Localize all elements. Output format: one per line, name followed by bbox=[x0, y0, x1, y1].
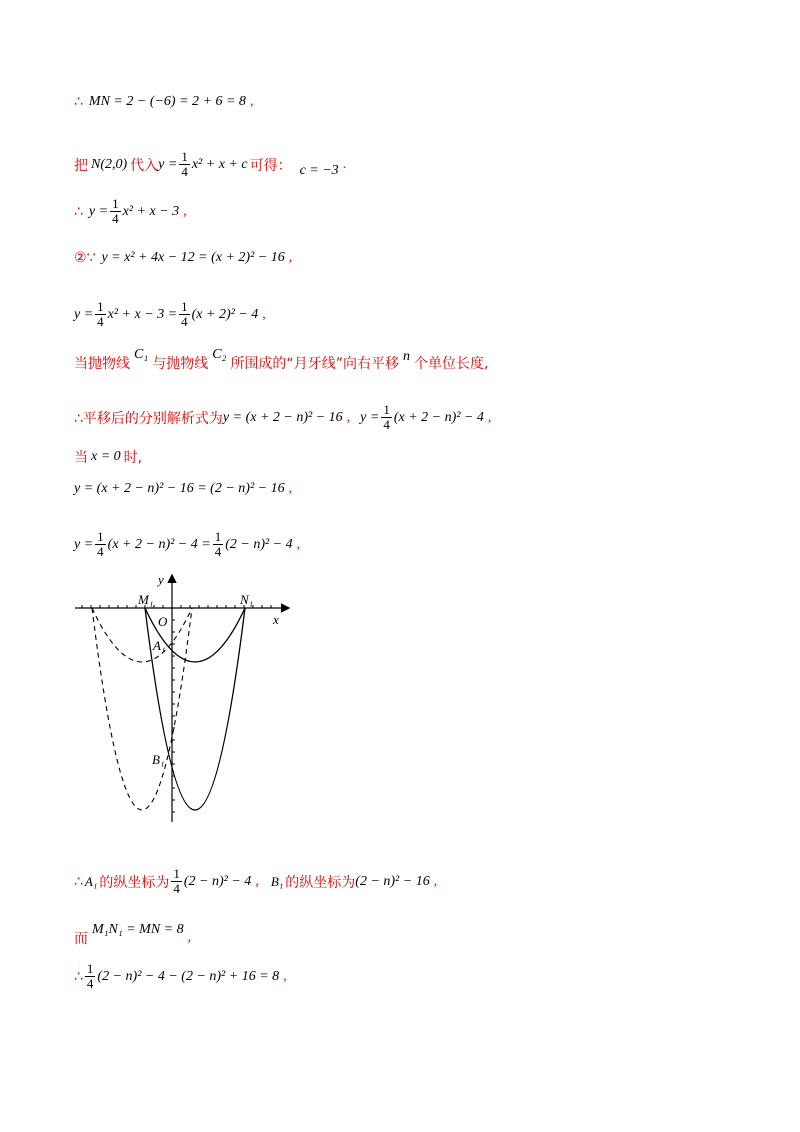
expr-vertex: (x + 2)² − 4 bbox=[191, 306, 259, 322]
line-end: , bbox=[187, 930, 192, 945]
text-ba: 把 bbox=[74, 157, 88, 174]
line-end: , bbox=[288, 481, 293, 496]
m1-label: M₁ bbox=[138, 592, 154, 607]
line-c2-equation bbox=[74, 250, 292, 266]
line-when-x0 bbox=[74, 447, 142, 467]
line-mn bbox=[74, 94, 253, 110]
text-segment: 所围成的“月牙线”向右平移 bbox=[230, 356, 399, 372]
text-kede: 可得： bbox=[249, 157, 292, 174]
therefore-symbol: ∴ bbox=[74, 203, 83, 220]
line-end: , bbox=[283, 968, 287, 984]
expr-final: (2 − n)² − 4 − (2 − n)² + 16 = 8 bbox=[97, 968, 280, 984]
expr-quadratic: x² + x + c bbox=[191, 156, 248, 172]
label-n: n bbox=[402, 349, 410, 364]
text-segment: ∴平移后的分别解析式为 bbox=[74, 410, 223, 427]
line-c1-vertex-form bbox=[74, 300, 266, 329]
text-segment: 当抛物线 bbox=[74, 356, 130, 372]
line-eval-c2 bbox=[74, 481, 292, 497]
line-a1-b1-ordinates bbox=[74, 867, 437, 896]
line-end: , bbox=[183, 203, 187, 219]
original-narrow-parabola bbox=[92, 608, 192, 810]
b1-label: B₁ bbox=[152, 752, 165, 767]
text-segment: 的纵坐标为 bbox=[285, 874, 356, 891]
line-end: , bbox=[288, 250, 293, 265]
expr-b1: (2 − n)² − 16 bbox=[355, 873, 430, 889]
line-m1n1 bbox=[74, 912, 191, 948]
expr-quadratic: x² + x − 3 = bbox=[107, 306, 178, 322]
therefore-symbol: ∴ bbox=[74, 94, 83, 110]
line-substitute bbox=[74, 150, 346, 179]
fraction: $\frac{1}{4}$ bbox=[383, 402, 390, 432]
separator: , bbox=[346, 409, 351, 425]
fraction: $\frac{1}{4}$ bbox=[112, 196, 119, 226]
x-axis-label: x bbox=[273, 612, 279, 627]
parabola-figure bbox=[70, 570, 300, 830]
label-c2: C₂ bbox=[212, 347, 227, 362]
fraction: $\frac{1}{4}$ bbox=[86, 961, 94, 991]
text-segment: 与抛物线 bbox=[152, 356, 209, 372]
text-segment: 而 bbox=[74, 931, 88, 947]
line-end: , bbox=[296, 536, 301, 552]
c-value: c = −3 bbox=[299, 162, 339, 178]
line-shifted-equations bbox=[74, 403, 491, 432]
text-dairu: 代入 bbox=[130, 157, 159, 174]
expr-shifted-c1: (x + 2 − n)² − 4 bbox=[393, 409, 484, 425]
label-c1: C₁ bbox=[134, 347, 149, 362]
origin-label: O bbox=[158, 614, 168, 629]
expr-y: y = bbox=[158, 156, 178, 172]
expr-y: y = bbox=[360, 409, 380, 425]
text-segment: 个单位长度, bbox=[413, 356, 489, 372]
line-eval-c1 bbox=[74, 530, 300, 559]
expr-eval-c2: y = (x + 2 − n)² − 16 = (2 − n)² − 16 bbox=[74, 481, 285, 496]
expr-a1: (2 − n)² − 4 bbox=[183, 873, 252, 889]
line-end: . bbox=[342, 156, 347, 172]
line-c1-equation bbox=[74, 197, 187, 226]
fraction: $\frac{1}{4}$ bbox=[97, 299, 104, 329]
expr-y: y = bbox=[88, 203, 109, 219]
n1-label: N₁ bbox=[240, 592, 254, 607]
fraction: $\frac{1}{4}$ bbox=[97, 529, 104, 559]
text-segment: 时, bbox=[123, 450, 143, 466]
line-end: , bbox=[262, 306, 266, 322]
expr-y: y = bbox=[74, 306, 94, 322]
expr-quadratic: x² + x − 3 bbox=[122, 203, 180, 219]
c2-expression: y = x² + 4x − 12 = (x + 2)² − 16 bbox=[101, 250, 285, 265]
a1-label: A₁ bbox=[153, 638, 166, 653]
original-wide-parabola bbox=[92, 608, 192, 662]
therefore-symbol: ∴ bbox=[74, 968, 83, 985]
y-axis-label: y bbox=[158, 572, 164, 587]
line-equation-n bbox=[74, 962, 287, 991]
expr-m1n1: M₁N₁ = MN = 8 bbox=[92, 922, 184, 937]
label-b1: B₁ bbox=[270, 873, 284, 889]
expr-result: (2 − n)² − 4 bbox=[225, 536, 293, 552]
expr-y: y = bbox=[74, 536, 94, 552]
therefore-symbol: ∴ bbox=[74, 873, 83, 890]
point-n: N(2,0) bbox=[91, 156, 128, 172]
text-segment: 的纵坐标为 bbox=[99, 874, 170, 891]
expr-shifted-c2: y = (x + 2 − n)² − 16 bbox=[222, 409, 343, 425]
fraction: $\frac{1}{4}$ bbox=[181, 299, 188, 329]
line-translation bbox=[74, 347, 489, 373]
expr-x0: x = 0 bbox=[91, 449, 121, 464]
line-end: , bbox=[433, 873, 438, 889]
fraction: $\frac{1}{4}$ bbox=[173, 866, 180, 896]
label-a1: A₁ bbox=[84, 873, 98, 889]
separator: , bbox=[255, 873, 259, 889]
text-segment: 当 bbox=[74, 450, 88, 466]
line-end: , bbox=[249, 94, 254, 109]
mn-expression: MN = 2 − (−6) = 2 + 6 = 8 bbox=[88, 94, 246, 109]
expr-eval-c1: (x + 2 − n)² − 4 = bbox=[107, 536, 211, 552]
fraction: $\frac{1}{4}$ bbox=[181, 149, 188, 179]
step-marker: ②∵ bbox=[74, 250, 96, 266]
fraction: $\frac{1}{4}$ bbox=[214, 529, 222, 559]
line-end: , bbox=[487, 409, 492, 425]
